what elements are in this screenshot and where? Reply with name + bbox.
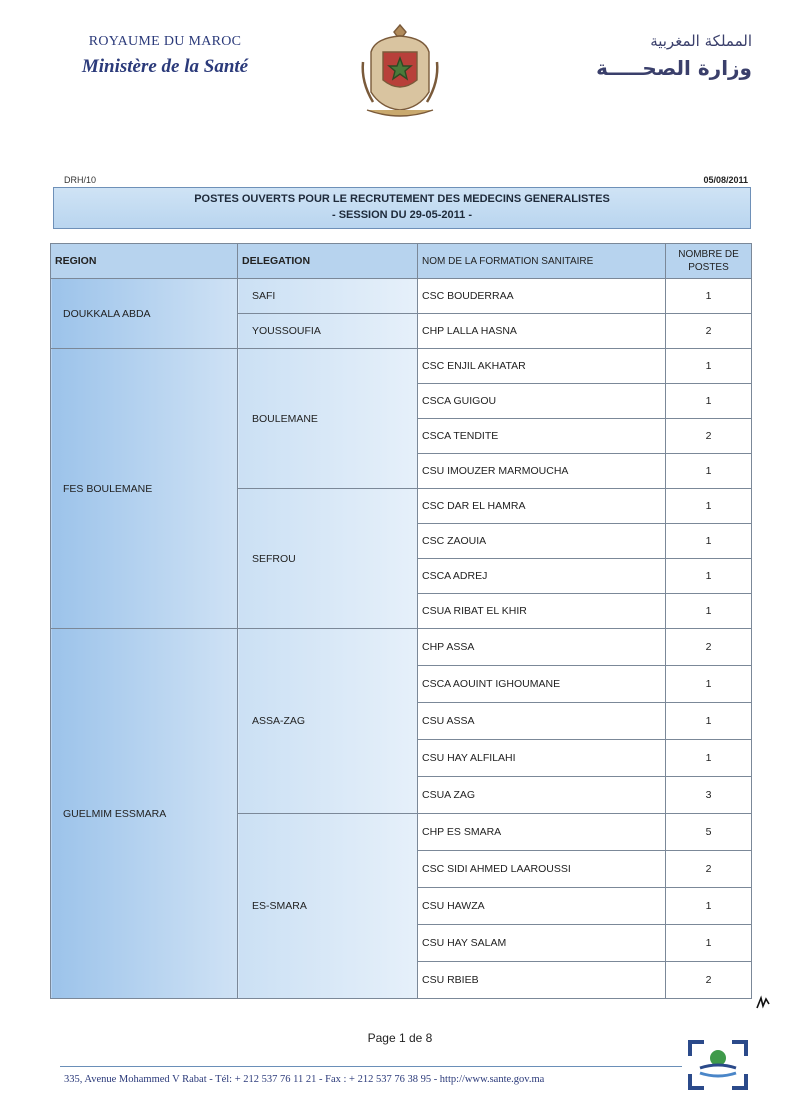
formation-cell: CSC ENJIL AKHATAR — [418, 349, 666, 384]
royal-coat-of-arms-icon — [357, 22, 443, 122]
table-row — [51, 349, 752, 384]
kingdom-name-fr: ROYAUME DU MAROC — [88, 34, 242, 49]
ministry-logo-icon — [686, 1036, 750, 1094]
postes-cell: 2 — [666, 314, 752, 349]
postes-cell: 1 — [666, 384, 752, 419]
postes-cell: 1 — [666, 666, 752, 703]
delegation-cell: ASSA-ZAG — [238, 629, 418, 814]
formation-cell: CHP ASSA — [418, 629, 666, 666]
footer-divider — [60, 1066, 682, 1067]
postes-cell: 1 — [666, 279, 752, 314]
formation-cell: CSC DAR EL HAMRA — [418, 489, 666, 524]
formation-cell: CSU ASSA — [418, 703, 666, 740]
page-number: Page 1 de 8 — [367, 1031, 433, 1045]
document-reference: DRH/10 — [64, 175, 97, 185]
delegation-cell: SEFROU — [238, 489, 418, 629]
title-line-2: - SESSION DU 29-05-2011 - — [331, 209, 472, 221]
postes-cell: 2 — [666, 629, 752, 666]
header-postes: NOMBRE DE POSTES — [666, 244, 752, 279]
formation-cell: CSC SIDI AHMED LAAROUSSI — [418, 851, 666, 888]
header-formation: NOM DE LA FORMATION SANITAIRE — [418, 244, 666, 279]
postes-cell: 1 — [666, 925, 752, 962]
header-arabic — [552, 32, 752, 80]
ministry-name-ar: وزارة الصحـــــة — [596, 56, 752, 80]
postes-cell: 1 — [666, 524, 752, 559]
postes-cell: 3 — [666, 777, 752, 814]
formation-cell: CSC BOUDERRAA — [418, 279, 666, 314]
kingdom-name-ar: المملكة المغربية — [650, 32, 752, 50]
delegation-cell: BOULEMANE — [238, 349, 418, 489]
footer-address: 335, Avenue Mohammed V Rabat - Tél: + 212 537 76 11 21 - Fax : + 212 537 76 38 95 - http://www.sante.gov.ma — [64, 1074, 545, 1085]
formation-cell: CSCA GUIGOU — [418, 384, 666, 419]
postes-cell: 1 — [666, 703, 752, 740]
table-header-row — [51, 244, 752, 279]
ministry-name-fr: Ministère de la Santé — [81, 56, 249, 77]
title-line-1: POSTES OUVERTS POUR LE RECRUTEMENT DES MEDECINS GENERALISTES — [194, 193, 610, 205]
formation-cell: CSC ZAOUIA — [418, 524, 666, 559]
formation-cell: CSCA TENDITE — [418, 419, 666, 454]
delegation-cell: ES-SMARA — [238, 814, 418, 999]
delegation-cell: YOUSSOUFIA — [238, 314, 418, 349]
postes-cell: 1 — [666, 559, 752, 594]
postes-cell: 1 — [666, 594, 752, 629]
formation-cell: CSUA RIBAT EL KHIR — [418, 594, 666, 629]
postes-cell: 1 — [666, 349, 752, 384]
title-banner — [53, 187, 751, 229]
table-row — [51, 279, 752, 314]
region-cell: FES BOULEMANE — [51, 349, 238, 629]
formation-cell: CHP LALLA HASNA — [418, 314, 666, 349]
document-date: 05/08/2011 — [703, 175, 748, 185]
postes-cell: 2 — [666, 851, 752, 888]
table-row — [51, 629, 752, 666]
postes-cell: 1 — [666, 454, 752, 489]
region-cell: GUELMIM ESSMARA — [51, 629, 238, 999]
formation-cell: CSU HAWZA — [418, 888, 666, 925]
postes-cell: 2 — [666, 962, 752, 999]
header-french — [60, 34, 270, 78]
postes-cell: 2 — [666, 419, 752, 454]
formation-cell: CSCA AOUINT IGHOUMANE — [418, 666, 666, 703]
formation-cell: CSU RBIEB — [418, 962, 666, 999]
postes-cell: 5 — [666, 814, 752, 851]
header-delegation: DELEGATION — [238, 244, 418, 279]
initials-signature-icon — [755, 995, 771, 1011]
header-region: REGION — [51, 244, 238, 279]
formation-cell: CSU HAY ALFILAHI — [418, 740, 666, 777]
postes-cell: 1 — [666, 489, 752, 524]
delegation-cell: SAFI — [238, 279, 418, 314]
formation-cell: CSUA ZAG — [418, 777, 666, 814]
region-cell: DOUKKALA ABDA — [51, 279, 238, 349]
postes-cell: 1 — [666, 888, 752, 925]
formation-cell: CSCA ADREJ — [418, 559, 666, 594]
postes-table — [50, 243, 752, 999]
postes-cell: 1 — [666, 740, 752, 777]
formation-cell: CHP ES SMARA — [418, 814, 666, 851]
formation-cell: CSU IMOUZER MARMOUCHA — [418, 454, 666, 489]
formation-cell: CSU HAY SALAM — [418, 925, 666, 962]
